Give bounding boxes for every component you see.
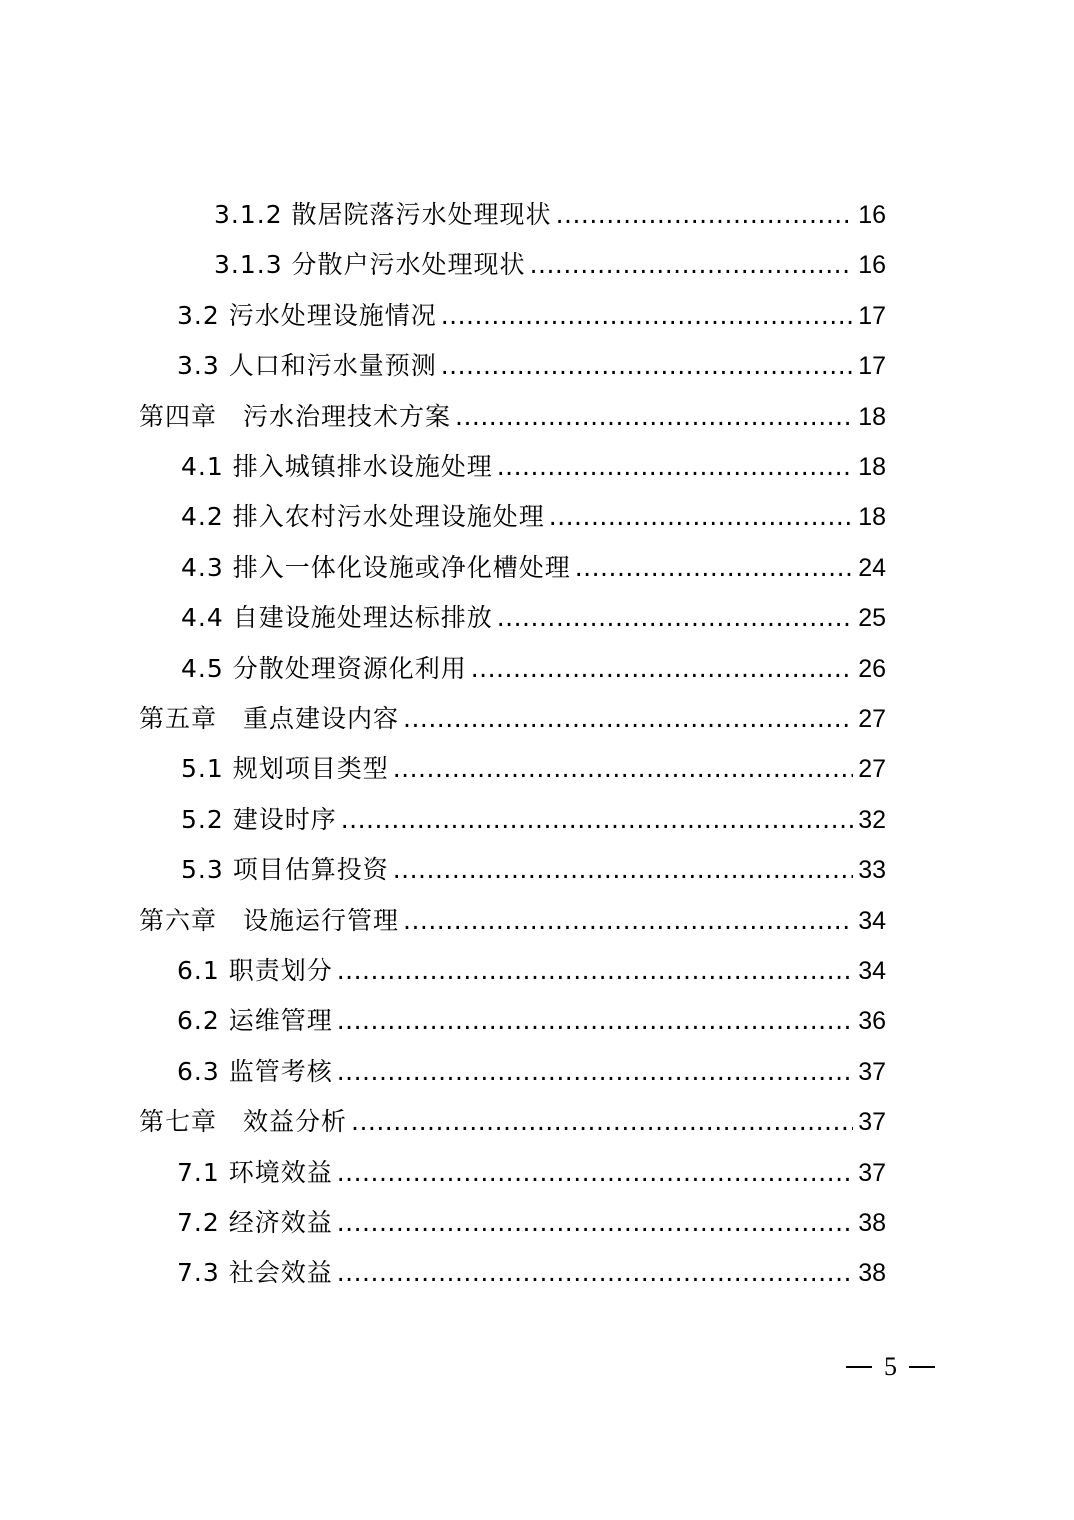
toc-entry-title: 5.3 项目估算投资 <box>181 855 389 885</box>
toc-leader-dots <box>337 1047 853 1097</box>
toc-entry-page: 16 <box>858 251 886 280</box>
toc-entry-page: 18 <box>858 503 886 532</box>
toc-entry-page: 27 <box>858 705 886 733</box>
toc-entry-5-1[interactable] <box>181 744 886 794</box>
toc-entry-page: 37 <box>858 1108 886 1137</box>
toc-entry-page: 18 <box>858 402 886 431</box>
toc-entry-title: 5.1 规划项目类型 <box>181 754 389 784</box>
page-number: 5 <box>884 1352 897 1381</box>
toc-entry-5-3[interactable] <box>181 845 886 895</box>
footer-dash-right <box>909 1366 935 1368</box>
toc-leader-dots <box>497 442 853 492</box>
toc-entry-4-2[interactable] <box>181 492 886 542</box>
toc-leader-dots <box>530 240 853 290</box>
toc-entry-3-3[interactable] <box>177 341 886 391</box>
toc-entry-7-2[interactable] <box>177 1198 886 1248</box>
toc-leader-dots <box>556 190 853 240</box>
toc-leader-dots <box>575 543 853 593</box>
toc-entry-title: 7.1 环境效益 <box>177 1157 333 1187</box>
toc-entry-7-3[interactable] <box>177 1248 886 1298</box>
toc-leader-dots <box>403 694 853 744</box>
toc-entry-title: 4.3 排入一体化设施或净化槽处理 <box>181 552 571 582</box>
toc-entry-title: 第七章 效益分析 <box>139 1107 348 1137</box>
toc-entry-page: 24 <box>858 553 886 582</box>
toc-entry-5-2[interactable] <box>181 795 886 845</box>
toc-entry-4-4[interactable] <box>181 593 886 643</box>
toc-entry-title: 4.5 分散处理资源化利用 <box>181 653 467 683</box>
toc-entry-title: 4.2 排入农村污水处理设施处理 <box>181 502 545 532</box>
toc-entry-page: 38 <box>858 1259 886 1288</box>
toc-leader-dots <box>441 291 853 341</box>
toc-leader-dots <box>337 1198 853 1248</box>
toc-entry-6-2[interactable] <box>177 996 886 1046</box>
toc-entry-page: 27 <box>858 755 886 784</box>
toc-leader-dots <box>549 492 853 542</box>
page-footer <box>846 1352 935 1382</box>
toc-entry-6-3[interactable] <box>177 1047 886 1097</box>
toc-entry-title: 第五章 重点建设内容 <box>139 704 400 733</box>
toc-entry-3-1-3[interactable] <box>214 240 886 290</box>
toc-chapter-5[interactable] <box>139 694 886 744</box>
toc-entry-title: 第六章 设施运行管理 <box>139 905 400 935</box>
toc-entry-title: 3.3 人口和污水量预测 <box>177 351 437 381</box>
toc-entry-page: 34 <box>858 957 886 985</box>
toc-entry-title: 3.1.3 分散户污水处理现状 <box>214 250 526 280</box>
toc-leader-dots <box>403 896 853 946</box>
toc-entry-title: 6.2 运维管理 <box>177 1006 333 1036</box>
toc-entry-page: 32 <box>858 805 886 834</box>
toc-chapter-6[interactable] <box>139 896 886 946</box>
toc-entry-page: 34 <box>858 906 886 935</box>
toc-entry-4-3[interactable] <box>181 543 886 593</box>
toc-entry-title: 7.2 经济效益 <box>177 1208 333 1237</box>
toc-entry-4-5[interactable] <box>181 644 886 694</box>
toc-entry-page: 37 <box>858 1158 886 1187</box>
toc-entry-title: 6.1 职责划分 <box>177 956 333 985</box>
footer-dash-left <box>846 1366 872 1368</box>
toc-entry-title: 3.2 污水处理设施情况 <box>177 300 437 330</box>
toc-leader-dots <box>393 744 853 794</box>
toc-leader-dots <box>471 644 853 694</box>
toc-leader-dots <box>337 946 853 996</box>
toc-chapter-7[interactable] <box>139 1097 886 1147</box>
toc-entry-page: 36 <box>858 1007 886 1036</box>
toc-entry-title: 5.2 建设时序 <box>181 804 337 834</box>
toc-leader-dots <box>455 392 853 442</box>
toc-entry-page: 18 <box>858 453 886 481</box>
toc-entry-page: 17 <box>858 352 886 381</box>
toc-entry-page: 33 <box>858 856 886 885</box>
toc-entry-title: 6.3 监管考核 <box>177 1056 333 1086</box>
toc-entry-7-1[interactable] <box>177 1148 886 1198</box>
toc-leader-dots <box>351 1097 853 1147</box>
toc-entry-page: 17 <box>858 301 886 330</box>
toc-leader-dots <box>341 795 853 845</box>
toc-entry-title: 4.4 自建设施处理达标排放 <box>181 603 493 633</box>
toc-entry-3-1-2[interactable] <box>214 190 886 240</box>
toc-entry-page: 26 <box>858 654 886 683</box>
toc-leader-dots <box>441 341 853 391</box>
toc-entry-title: 3.1.2 散居院落污水处理现状 <box>214 200 552 229</box>
toc-entry-4-1[interactable] <box>181 442 886 492</box>
toc-leader-dots <box>393 845 853 895</box>
toc-entry-3-2[interactable] <box>177 291 886 341</box>
toc-entry-page: 25 <box>858 604 886 633</box>
toc-entry-6-1[interactable] <box>177 946 886 996</box>
toc-entry-page: 16 <box>858 201 886 229</box>
toc-entry-page: 37 <box>858 1057 886 1086</box>
toc-chapter-4[interactable] <box>139 392 886 442</box>
toc-entry-title: 7.3 社会效益 <box>177 1258 333 1288</box>
toc-leader-dots <box>337 1248 853 1298</box>
toc-entry-title: 4.1 排入城镇排水设施处理 <box>181 452 493 481</box>
toc-leader-dots <box>337 996 853 1046</box>
toc-entry-title: 第四章 污水治理技术方案 <box>139 401 452 431</box>
toc-leader-dots <box>497 593 853 643</box>
toc-entry-page: 38 <box>858 1209 886 1237</box>
toc-leader-dots <box>337 1148 853 1198</box>
